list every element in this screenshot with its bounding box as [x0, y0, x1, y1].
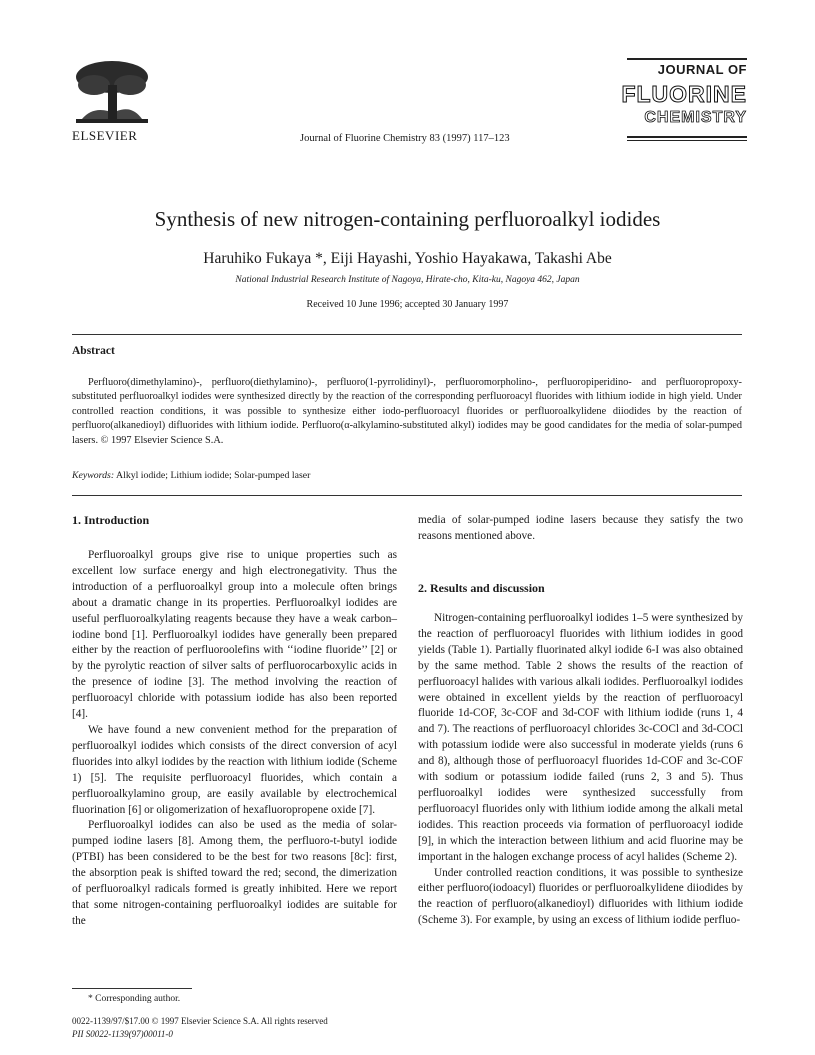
authors: Haruhiko Fukaya *, Eiji Hayashi, Yoshio Hayakawa, Takashi Abe — [203, 250, 612, 267]
paragraph: We have found a new convenient method for the preparation of perfluoroalkyl iodides which consists of the direct conversion of acyl fluorides into alkyl iodides by the reaction with lithium iodide (Scheme 1) [5]. The requisite perfluoroacyl fluorides, which contain a perfluoroalkylamino group, are easily available by electrochemical fluorination [6] or oligomerization of hexafluoropropene oxide [7]. — [72, 723, 397, 816]
divider-top — [72, 334, 742, 335]
right-column — [418, 611, 743, 929]
journal-logo-line3: CHEMISTRY — [644, 109, 747, 126]
journal-logo-line1: JOURNAL OF — [657, 62, 747, 77]
pii-line: PII S0022-1139(97)00011-0 — [72, 1029, 173, 1039]
journal-logo-line2: FLUORINE — [621, 81, 747, 107]
footnote-rule — [72, 988, 192, 989]
keywords-list: Alkyl iodide; Lithium iodide; Solar-pumped laser — [116, 470, 311, 481]
keywords — [72, 470, 310, 481]
abstract-heading: Abstract — [72, 345, 115, 357]
copyright-line: 0022-1139/97/$17.00 © 1997 Elsevier Science S.A. All rights reserved — [72, 1016, 328, 1026]
keywords-label: Keywords: — [72, 470, 115, 481]
left-column — [72, 548, 397, 930]
copyright-block — [72, 1015, 328, 1041]
paragraph: Perfluoroalkyl iodides can also be used as the media of solar-pumped iodine lasers [8]. Among them, the perfluoro-t-butyl iodide (PTBI) has been considered to be the best for two reasons [8c]: first, the absorption peak is shifted toward the red; second, the dimerization of perfluoroalkyl radicals formed is greatly inhibited. Here we report that some nitrogen-containing perfluoroalkyl iodides are suitable for the — [72, 819, 397, 927]
affiliation: National Industrial Research Institute of Nagoya, Hirate-cho, Kita-ku, Nagoya 462, Japan — [235, 275, 580, 285]
journal-logo — [621, 54, 747, 149]
paragraph: Under controlled reaction conditions, it was possible to synthesize either perfluoro(iodoacyl) fluorides or perfluoroalkylidene diiodides by the reaction of perfluoro(alkanedioyl) difluorides with lithium iodide (Scheme 3). For example, by using an excess of lithium iodide perfluo- — [418, 866, 743, 927]
section-heading-results: 2. Results and discussion — [418, 581, 545, 595]
paragraph-continuation: media of solar-pumped iodine lasers because they satisfy the two reasons mentioned above. — [418, 514, 743, 542]
publisher-name: ELSEVIER — [72, 128, 138, 143]
article-title: Synthesis of new nitrogen-containing perfluoroalkyl iodides — [154, 207, 661, 231]
abstract-text: Perfluoro(dimethylamino)-, perfluoro(diethylamino)-, perfluoro(1-pyrrolidinyl)-, perfluoromorpholino-, perfluoropiperidino- and perfluoropropoxy-substituted perfluoroalkyl iodides were synthesized directly by the reaction of the corresponding perfluoroacyl fluorides with lithium iodide in high yield. Under controlled reaction conditions, it was possible to synthesize either iodo-perfluoroacyl fluorides or perfluoroalkylidene diiodides by the reaction of perfluoro(alkanedioyl) difluorides with lithium iodide. Perfluoro(α-alkylamino-substituted alkyl) iodides may be good candidates for the media of solar-pumped lasers. © 1997 Elsevier Science S.A. — [72, 377, 742, 446]
divider-bottom — [72, 495, 742, 496]
section-heading-introduction: 1. Introduction — [72, 513, 150, 527]
received-dates: Received 10 June 1996; accepted 30 January 1997 — [306, 299, 509, 310]
journal-citation: Journal of Fluorine Chemistry 83 (1997) 117–123 — [300, 133, 510, 144]
footnote: * Corresponding author. — [88, 994, 181, 1004]
paragraph: Perfluoroalkyl groups give rise to unique properties such as excellent low surface energy and high electronegativity. Thus the introduction of a perfluoroalkyl group into a molecule often brings about a dramatic change in its properties. Perfluoroalkyl iodides are useful perfluoroalkylating reagents because they have a weak carbon–iodine bond [1]. Perfluoroalkyl iodides have generally been prepared either by the reaction of perfluoroolefins with ‘‘iodine fluoride’’ [2] or by the pyrolytic reaction of silver salts of perfluorocarboxylic acids in the presence of iodine [3]. The method involving the reaction of perfluoroacyl chloride with potassium iodide has also been reported [4]. — [72, 549, 397, 721]
elsevier-tree-logo — [72, 55, 152, 125]
paragraph: Nitrogen-containing perfluoroalkyl iodides 1–5 were synthesized by the reaction of perfluoroacyl fluorides with lithium iodides in good yields (Table 1). Partially fluorinated alkyl iodide 6-I was also obtained by the same method. Table 2 shows the results of the reaction of perfluoroacyl halides with various alkali iodides. Perfluoroalkyl iodides were obtained in excellent yields by the reaction of perfluoroacyl fluoride 1d-COF, 3c-COF and 3d-COF with lithium iodide (runs 1, 4 and 7). The reactions of perfluoroacyl chlorides 3c-COCl and 3d-COCl with potassium iodide were also successful in moderate yields (runs 6 and 8), although those of perfluoroacyl fluorides 1d-COF and 3c-COF with sodium or potassium iodide failed (runs 2, 3 and 5). Thus perfluoroalkyl iodides were synthesized successfully from perfluoroacyl fluorides only with lithium iodide among the alkali metal iodides. This reaction proceeds via formation of perfluoroacyl iodide [9], in which the interaction between lithium and acid fluorine may be important in the halogen exchange process of acyl halides (Scheme 2). — [418, 612, 743, 863]
